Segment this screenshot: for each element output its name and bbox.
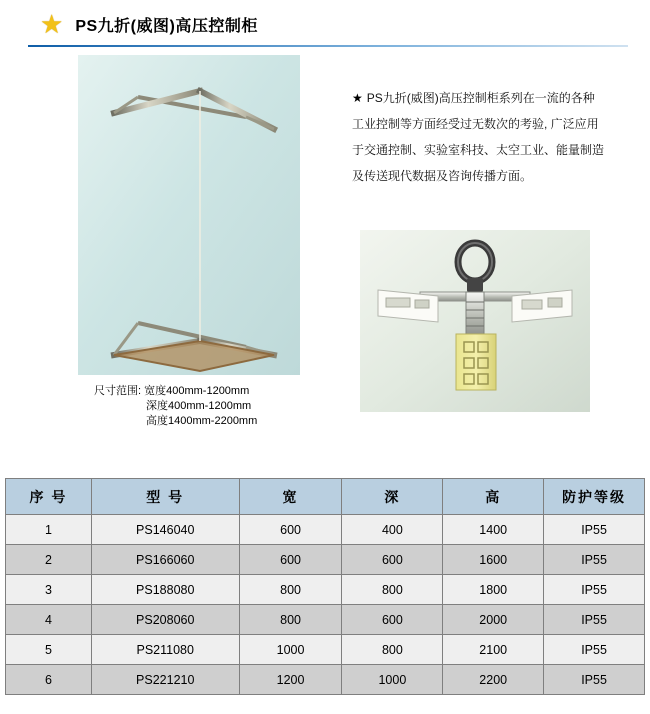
description-line-3: 于交通控制、实验室科技、太空工业、能量制造 (352, 143, 605, 157)
cell-model: PS208060 (91, 605, 239, 635)
table-row (6, 635, 645, 665)
cell-no: 5 (6, 635, 92, 665)
cell-model: PS221210 (91, 665, 239, 695)
cell-height: 1600 (443, 545, 544, 575)
cell-no: 6 (6, 665, 92, 695)
cabinet-frame-illustration (78, 55, 300, 375)
header-cell-depth: 深 (342, 479, 443, 515)
cell-protection: IP55 (544, 605, 645, 635)
cell-protection: IP55 (544, 575, 645, 605)
cell-model: PS146040 (91, 515, 239, 545)
caption-line-3: 高度1400mm-2200mm (146, 415, 258, 427)
caption-line-1: 尺寸范围: 宽度400mm-1200mm (94, 385, 250, 397)
cell-model: PS166060 (91, 545, 239, 575)
star-icon: ★ (40, 9, 64, 39)
cell-protection: IP55 (544, 515, 645, 545)
cell-depth: 400 (342, 515, 443, 545)
cell-protection: IP55 (544, 635, 645, 665)
table-row (6, 605, 645, 635)
table-row (6, 575, 645, 605)
cell-width: 1000 (239, 635, 342, 665)
cell-height: 2100 (443, 635, 544, 665)
description-line-2: 工业控制等方面经受过无数次的考验, 广泛应用 (352, 117, 599, 131)
description-line-1 (352, 85, 640, 111)
table-row (6, 545, 645, 575)
cell-no: 3 (6, 575, 92, 605)
cell-width: 600 (239, 545, 342, 575)
cell-no: 1 (6, 515, 92, 545)
cell-width: 600 (239, 515, 342, 545)
caption-line-2: 深度400mm-1200mm (146, 400, 252, 412)
specification-table (5, 478, 645, 695)
cell-no: 2 (6, 545, 92, 575)
table-header-row (6, 479, 645, 515)
cell-depth: 600 (342, 545, 443, 575)
cell-no: 4 (6, 605, 92, 635)
product-description (352, 85, 640, 189)
cell-depth: 800 (342, 575, 443, 605)
cell-depth: 800 (342, 635, 443, 665)
page-title: PS九折(威图)高压控制柜 (75, 17, 258, 35)
hardware-part-photo (360, 230, 590, 412)
cell-depth: 600 (342, 605, 443, 635)
cell-protection: IP55 (544, 545, 645, 575)
cell-depth: 1000 (342, 665, 443, 695)
page-header (0, 0, 650, 48)
cabinet-frame-photo (78, 55, 300, 375)
description-text-1: PS九折(威图)高压控制柜系列在一流的各种 (366, 91, 595, 105)
cell-protection: IP55 (544, 665, 645, 695)
table-row (6, 665, 645, 695)
lifting-eye-bracket-illustration (360, 230, 590, 412)
cell-model: PS211080 (91, 635, 239, 665)
cell-height: 1400 (443, 515, 544, 545)
table-row (6, 515, 645, 545)
cell-height: 1800 (443, 575, 544, 605)
description-line-4: 及传送现代数据及咨询传播方面。 (352, 169, 533, 183)
cell-width: 800 (239, 575, 342, 605)
header-cell-no: 序 号 (6, 479, 92, 515)
cell-height: 2200 (443, 665, 544, 695)
cell-width: 800 (239, 605, 342, 635)
header-cell-model: 型 号 (91, 479, 239, 515)
table-body (6, 515, 645, 695)
cell-model: PS188080 (91, 575, 239, 605)
bullet-star-icon: ★ (352, 91, 363, 105)
size-range-caption (94, 384, 304, 429)
header-cell-protection: 防护等级 (544, 479, 645, 515)
header-cell-height: 高 (443, 479, 544, 515)
cell-width: 1200 (239, 665, 342, 695)
cell-height: 2000 (443, 605, 544, 635)
specification-table-wrapper (5, 478, 645, 695)
header-divider (28, 45, 628, 47)
table-header (6, 479, 645, 515)
header-cell-width: 宽 (239, 479, 342, 515)
